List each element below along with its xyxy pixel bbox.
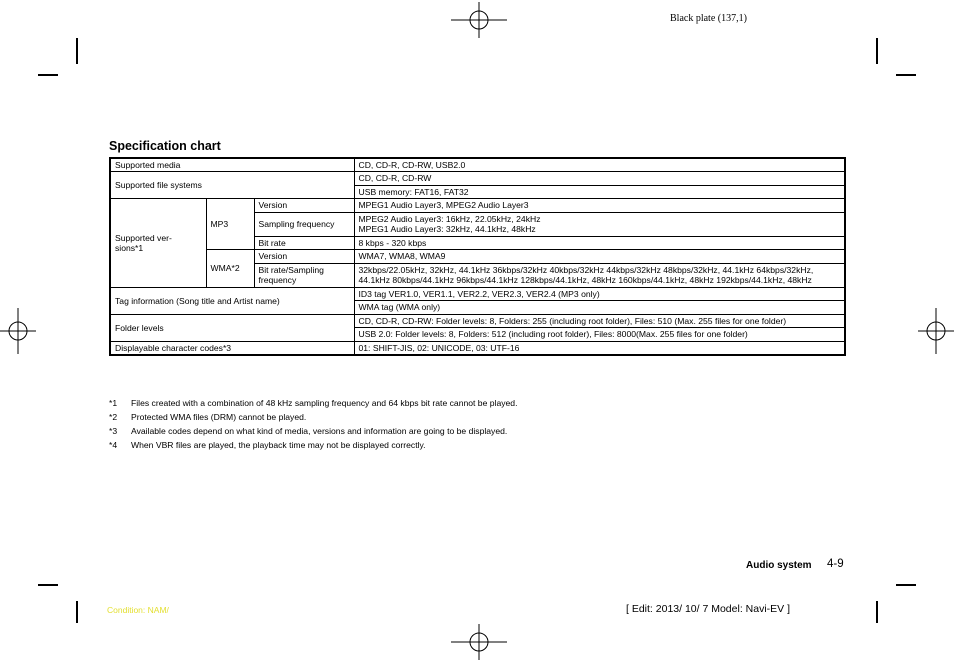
spec-label: Supported media <box>110 158 354 172</box>
spec-label: Displayable character codes*3 <box>110 341 354 355</box>
spec-sublabel: Version <box>254 250 354 263</box>
footer-page-number: 4-9 <box>827 558 844 570</box>
spec-label: Folder levels <box>110 314 354 341</box>
table-row <box>110 341 845 355</box>
footnote-mark: *4 <box>109 440 118 450</box>
footer-section-title: Audio system <box>746 560 812 571</box>
footnote <box>109 424 517 438</box>
footnote-text: Files created with a combination of 48 kHz sampling frequency and 64 kbps bit rate cannot be played. <box>131 398 518 408</box>
spec-value: USB memory: FAT16, FAT32 <box>354 185 845 198</box>
table-row <box>110 172 845 185</box>
footnote-mark: *2 <box>109 412 118 422</box>
condition-label: Condition: NAM/ <box>107 605 169 615</box>
page-title: Specification chart <box>109 139 221 153</box>
table-row <box>110 199 845 212</box>
spec-sublabel: Version <box>254 199 354 212</box>
registration-mark-bottom-icon <box>447 624 511 660</box>
spec-label: Tag information (Song title and Artist name) <box>110 287 354 314</box>
spec-value: CD, CD-R, CD-RW: Folder levels: 8, Folders: 255 (including root folder), Files: 510 (Max. 255 files for one folder) <box>354 314 845 327</box>
spec-value: 32kbps/22.05kHz, 32kHz, 44.1kHz 36kbps/32kHz 40kbps/32kHz 44kbps/32kHz 48kbps/32kHz, 44.1kHz 64kbps/32kHz, 44.1kHz 80kbps/44.1kHz 96kbps/44.1kHz 128kbps/44.1kHz, 48kHz 160kbps/44.1kHz, 48kHz 192kbps/44.1kHz, 48kHz <box>354 263 845 287</box>
footnotes <box>109 396 517 452</box>
registration-mark-right-icon <box>918 308 954 354</box>
spec-label: Supported ver- sions*1 <box>110 199 206 287</box>
table-row <box>110 158 845 172</box>
spec-sublabel: Bit rate/Sampling frequency <box>254 263 354 287</box>
spec-value: CD, CD-R, CD-RW <box>354 172 845 185</box>
specification-table <box>109 157 846 356</box>
spec-label: Supported file systems <box>110 172 354 199</box>
footnote-text: Available codes depend on what kind of media, versions and information are going to be displayed. <box>131 426 508 436</box>
footnote-text: When VBR files are played, the playback time may not be displayed correctly. <box>131 440 426 450</box>
table-row <box>110 314 845 327</box>
spec-value: WMA tag (WMA only) <box>354 301 845 314</box>
spec-value: WMA7, WMA8, WMA9 <box>354 250 845 263</box>
spec-value: MPEG1 Audio Layer3, MPEG2 Audio Layer3 <box>354 199 845 212</box>
spec-value: USB 2.0: Folder levels: 8, Folders: 512 (including root folder), Files: 8000(Max. 255 files for one folder) <box>354 328 845 341</box>
spec-value: 8 kbps - 320 kbps <box>354 236 845 249</box>
registration-mark-left-icon <box>0 308 36 354</box>
table-row <box>110 287 845 300</box>
table-row <box>110 250 845 263</box>
registration-mark-top-icon <box>447 2 511 38</box>
spec-value: 01: SHIFT-JIS, 02: UNICODE, 03: UTF-16 <box>354 341 845 355</box>
footnote <box>109 410 517 424</box>
spec-value: CD, CD-R, CD-RW, USB2.0 <box>354 158 845 172</box>
spec-sublabel: Bit rate <box>254 236 354 249</box>
footnote <box>109 438 517 452</box>
edit-info: [ Edit: 2013/ 10/ 7 Model: Navi-EV ] <box>626 603 791 615</box>
footnote-text: Protected WMA files (DRM) cannot be played. <box>131 412 307 422</box>
spec-sublabel: Sampling frequency <box>254 212 354 236</box>
footnote-mark: *1 <box>109 398 118 408</box>
footnote <box>109 396 517 410</box>
spec-value: ID3 tag VER1.0, VER1.1, VER2.2, VER2.3, VER2.4 (MP3 only) <box>354 287 845 300</box>
format-label: WMA*2 <box>206 250 254 287</box>
format-label: MP3 <box>206 199 254 250</box>
spec-value: MPEG2 Audio Layer3: 16kHz, 22.05kHz, 24kHz MPEG1 Audio Layer3: 32kHz, 44.1kHz, 48kHz <box>354 212 845 236</box>
plate-label: Black plate (137,1) <box>670 13 747 24</box>
footnote-mark: *3 <box>109 426 118 436</box>
